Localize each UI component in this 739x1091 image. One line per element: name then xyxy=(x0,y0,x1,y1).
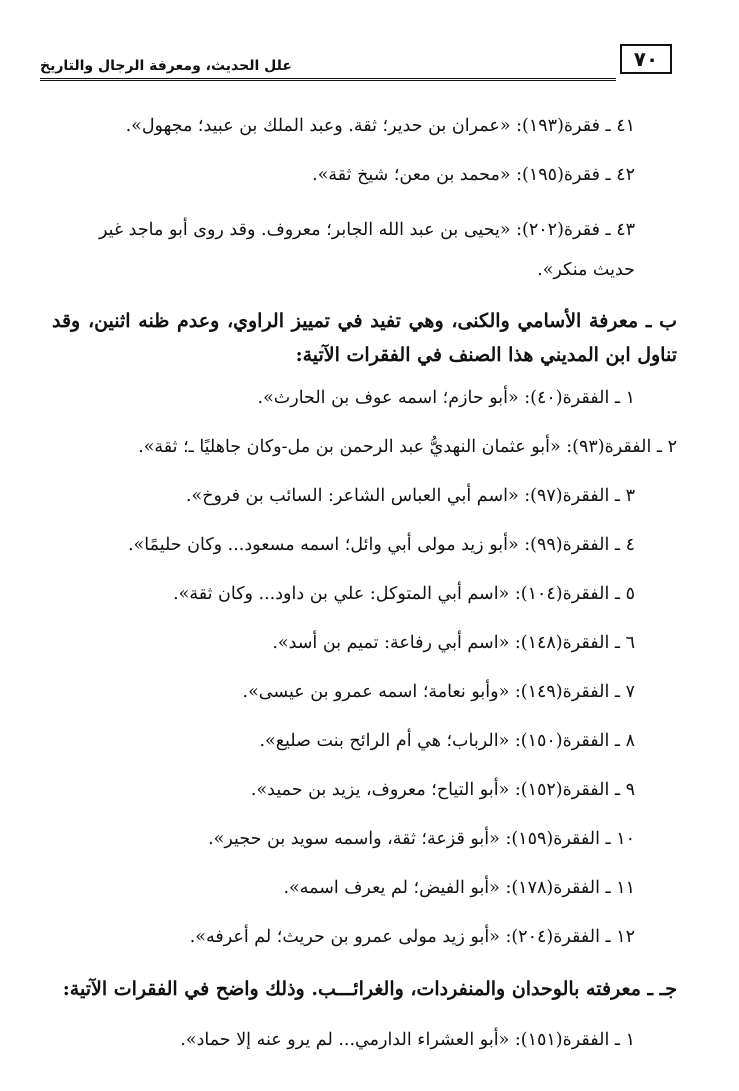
page-body xyxy=(52,112,677,1075)
list-item: ١ ـ الفقرة(٤٠): «أبو حازم؛ اسمه عوف بن الحارث». xyxy=(257,388,635,408)
page-header xyxy=(40,44,672,82)
list-item: ١٠ ـ الفقرة(١٥٩): «أبو قزعة؛ ثقة، واسمه سويد بن حجير». xyxy=(208,829,635,849)
list-item: ١ ـ الفقرة(١٥١): «أبو العشراء الدارمي... لم يرو عنه إلا حماد». xyxy=(180,1030,635,1050)
list-item: ٣ ـ الفقرة(٩٧): «اسم أبي العباس الشاعر: السائب بن فروخ». xyxy=(185,486,635,506)
list-item: ٩ ـ الفقرة(١٥٢): «أبو التياح؛ معروف، يزيد بن حميد». xyxy=(250,780,635,800)
entry-43: ٤٣ ـ فقرة(٢٠٢): «يحيى بن عبد الله الجابر؛ معروف. وقد روى أبو ماجد غير حديث منكر». xyxy=(99,220,635,280)
entry-41: ٤١ ـ فقرة(١٩٣): «عمران بن حدير؛ ثقة. وعبد الملك بن عبيد؛ مجهول». xyxy=(125,116,635,136)
list-item: ٧ ـ الفقرة(١٤٩): «وأبو نعامة؛ اسمه عمرو بن عيسى». xyxy=(242,682,635,702)
list-item: ١١ ـ الفقرة(١٧٨): «أبو الفيض؛ لم يعرف اسمه». xyxy=(283,878,635,898)
list-item: ١٢ ـ الفقرة(٢٠٤): «أبو زيد مولى عمرو بن حريث؛ لم أعرفه». xyxy=(189,927,635,947)
page-number: ٧٠ xyxy=(620,44,672,74)
list-item: ٥ ـ الفقرة(١٠٤): «اسم أبي المتوكل: علي بن داود... وكان ثقة». xyxy=(173,584,635,604)
header-rule xyxy=(40,78,616,81)
section-c-heading: جـ ـ معرفته بالوحدان والمنفردات، والغرائـــب. وذلك واضح في الفقرات الآتية: xyxy=(62,978,677,1000)
running-title: علل الحديث، ومعرفة الرجال والتاريخ xyxy=(40,58,292,74)
list-item: ٤ ـ الفقرة(٩٩): «أبو زيد مولى أبي وائل؛ اسمه مسعود... وكان حليمًا». xyxy=(127,535,635,555)
list-item: ٨ ـ الفقرة(١٥٠): «الرباب؛ هي أم الرائح بنت صليع». xyxy=(259,731,635,751)
list-item: ٦ ـ الفقرة(١٤٨): «اسم أبي رفاعة: تميم بن أسد». xyxy=(272,633,635,653)
entry-42: ٤٢ ـ فقرة(١٩٥): «محمد بن معن؛ شيخ ثقة». xyxy=(312,165,635,185)
section-b-heading: ب ـ معرفة الأسامي والكنى، وهي تفيد في تمييز الراوي، وعدم ظنه اثنين، وقد تناول ابن المديني هذا الصنف في الفقرات الآتية: xyxy=(52,310,677,366)
list-item: ٢ ـ الفقرة(٩٣): «أبو عثمان النهديُّ عبد الرحمن بن مل-وكان جاهليًا ـ؛ ثقة». xyxy=(138,437,677,457)
